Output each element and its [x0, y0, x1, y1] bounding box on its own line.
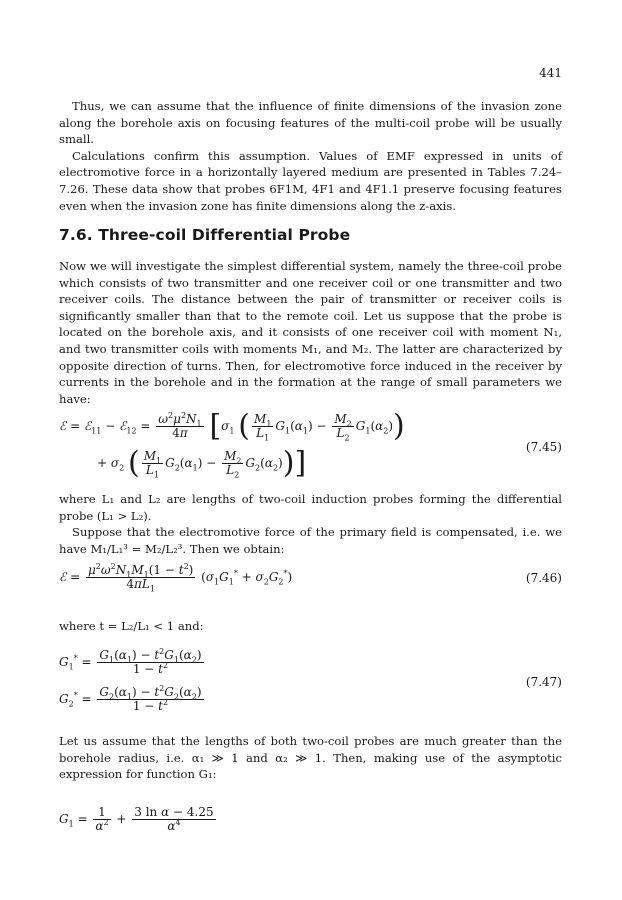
paragraph-5: Suppose that the electromotive force of the primary field is compensated, i.e. we have M₁/L₁³ = M₂/L₂³. Then we obtain: — [59, 525, 562, 556]
paragraph-2: Calculations confirm this assumption. Values of EMF expressed in units of electromotive force in a horizontally layered medium are presented in Tables 7.24–7.26. These data show that probes 6F1M, 4F1 and 4F1.1 preserve focusing features even when the invasion zone has finite dimensions along the z-axis. — [59, 148, 562, 213]
equation-7-45-line-1: ℰ = ℰ$_{11}$ − ℰ$_{12}$ = $\frac{\omega^2\mu^2N_1}{4\pi}$ [$\sigma_1$ ( $\frac{M_1}{L_1}$ $G_1(\alpha_1)$ − $\frac{M_2}{L_2}$ $G_1(\alpha_2)$) — [59, 408, 405, 444]
paragraph-7: Let us assume that the lengths of both two-coil probes are much greater than the borehole radius, i.e. α₁ ≫ 1 and α₂ ≫ 1. Then, making use of the asymptotic expression for function G₁: — [59, 734, 562, 782]
intro-text — [59, 98, 562, 214]
text-after-745 — [59, 491, 562, 557]
equation-number-7-45: (7.45) — [525, 440, 562, 454]
equation-7-47-line-2: $G_2^*$ = $\frac{G_2(\alpha_1) - t^2G_2(\alpha_2)}{1 - t^2}$ — [59, 684, 202, 713]
section-text — [59, 258, 562, 407]
equation-7-45-line-2: + $\sigma_2$ ( $\frac{M_1}{L_1}$ $G_2(\alpha_1)$ − $\frac{M_2}{L_2}$ $G_2(\alpha_2)$)] — [97, 445, 307, 481]
equation-number-7-47: (7.47) — [525, 675, 562, 689]
text-after-747 — [59, 733, 562, 783]
equation-7-46: ℰ = $\frac{\mu^2\omega^2N_1M_1(1 - t^2)}{4\pi L_1}$ $(\sigma_1G_1^* + \sigma_2G_2^*)$ — [59, 562, 293, 594]
section-heading: 7.6. Three-coil Differential Probe — [59, 226, 351, 244]
page-number: 441 — [539, 66, 562, 80]
equation-g1-asymptotic: $G_1$ = $\frac{1}{\alpha^2}$ + $\frac{\text{3 ln α − 4.25}}{\alpha^4}$ — [59, 805, 214, 833]
paragraph-4: where L₁ and L₂ are lengths of two-coil induction probes forming the differential probe (L₁ > L₂). — [59, 492, 562, 523]
paragraph-6: where t = L₂/L₁ < 1 and: — [59, 619, 204, 633]
paragraph-3: Now we will investigate the simplest differential system, namely the three-coil probe which consists of two transmitter and one receiver coil or one transmitter and two receiver coils. The distance between the pair of transmitter or receiver coils is significantly smaller than that to the remote coil. Let us suppose that the probe is located on the borehole axis, and it consists of one receiver coil with moment N₁, and two transmitter coils with moments M₁, and M₂. The latter are characterized by opposite direction of turns. Then, for electromotive force induced in the receiver by currents in the borehole and in the formation at the range of small parameters we have: — [59, 259, 562, 406]
equation-number-7-46: (7.46) — [525, 571, 562, 585]
paragraph-1: Thus, we can assume that the influence of finite dimensions of the invasion zone along the borehole axis on focusing features of the multi-coil probe will be usually small. — [59, 99, 562, 147]
equation-7-47-line-1: $G_1^*$ = $\frac{G_1(\alpha_1) - t^2G_1(\alpha_2)}{1 - t^2}$ — [59, 647, 202, 676]
text-after-746 — [59, 618, 562, 635]
